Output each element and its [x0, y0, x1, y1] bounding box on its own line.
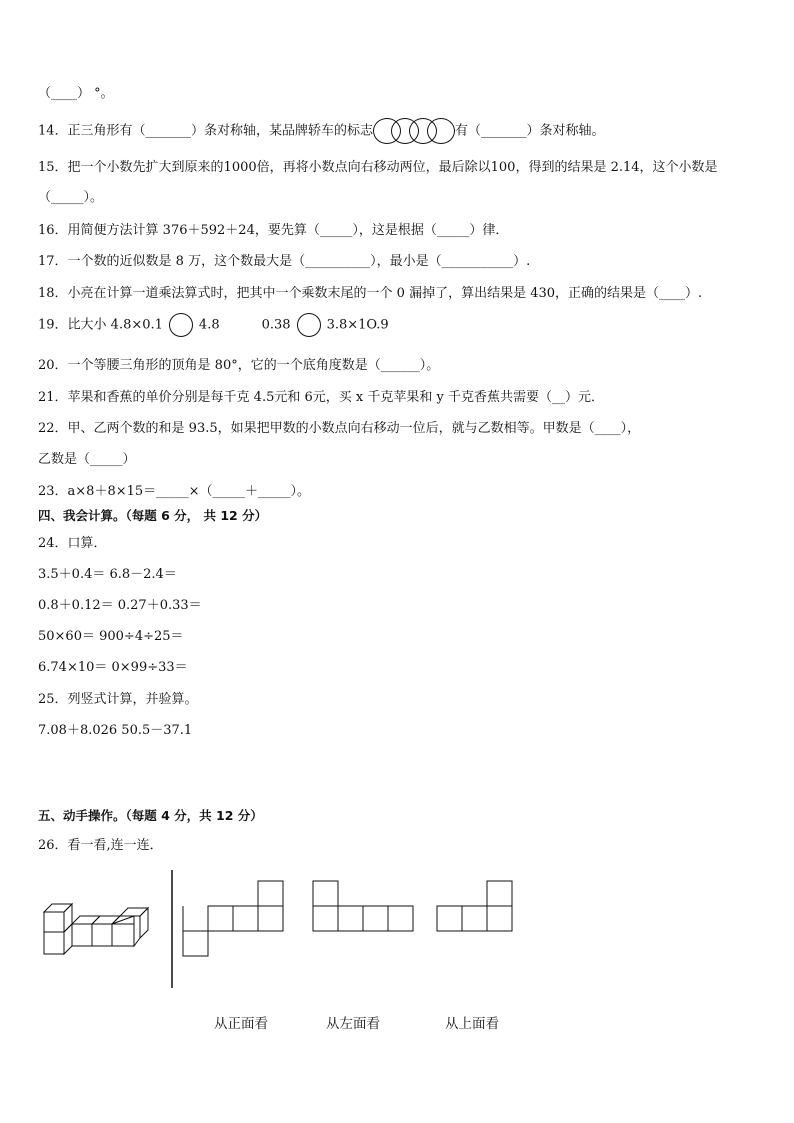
- cube-stack-figure: [44, 904, 148, 954]
- question-24: 24．口算．: [38, 536, 107, 551]
- question-22: 22．甲、乙两个数的和是 93.5，如果把甲数的小数点向右移动一位后，就与乙数相等。甲数是（____），: [38, 421, 641, 436]
- caption-left-view: 从左面看: [326, 1016, 380, 1032]
- view-c: [437, 881, 512, 931]
- question-25-items: 7.08＋8.026 50.5－37.1: [38, 723, 193, 738]
- question-17: 17．一个数的近似数是 8 万，这个数最大是（__________），最小是（___________）.: [38, 254, 531, 269]
- calc-row-4: 6.74×10＝ 0×99÷33＝: [38, 660, 188, 675]
- view-a: [183, 881, 283, 956]
- q19-expr-d: 3.8×1O.9: [326, 317, 389, 333]
- calc-row-2: 0.8＋0.12＝ 0.27＋0.33＝: [38, 598, 202, 613]
- question-25: 25．列竖式计算，并验算。: [38, 692, 198, 707]
- calc-row-3: 50×60＝ 900÷4÷25＝: [38, 629, 184, 644]
- question-16: 16．用简便方法计算 376＋592＋24，要先算（_____），这是根据（_____）律．: [38, 223, 509, 238]
- caption-top-view: 从上面看: [445, 1016, 499, 1032]
- section-4-heading: 四、我会计算。（每题 6 分， 共 12 分）: [38, 508, 268, 523]
- question-18: 18．小亮在计算一道乘法算式时，把其中一个乘数末尾的一个 0 漏掉了，算出结果是 430，正确的结果是（____）.: [38, 286, 703, 301]
- q13-continuation: （____） °。: [38, 86, 114, 101]
- q19-expr-b: 4.8: [198, 317, 220, 333]
- question-26: 26．看一看,连一连．: [38, 838, 163, 853]
- question-23: 23．a×8＋8×15＝_____×（_____＋_____）。: [38, 484, 311, 499]
- question-21: 21．苹果和香蕉的单价分别是每千克 4.5元和 6元，买 x 千克苹果和 y 千克香蕉共需要（__）元．: [38, 390, 604, 405]
- view-b: [313, 881, 413, 931]
- caption-front-view: 从正面看: [214, 1016, 268, 1032]
- calc-row-1: 3.5＋0.4＝ 6.8－2.4＝: [38, 567, 177, 582]
- question-20: 20．一个等腰三角形的顶角是 80°，它的一个底角度数是（______）。: [38, 358, 440, 373]
- question-22-cont: 乙数是（_____）: [38, 452, 136, 467]
- question-15: 15．把一个小数先扩大到原来的1000倍，再将小数点向右移动两位，最后除以100，得到的结果是 2.14，这个小数是: [38, 160, 718, 175]
- q19-expr-a: 19．比大小 4.8×0.1: [38, 317, 163, 333]
- question-15-cont: （_____）。: [38, 190, 104, 205]
- q14-text-b: 有（_______）条对称轴。: [455, 123, 605, 139]
- q19-expr-c: 0.38: [261, 317, 291, 333]
- q14-text-a: 14．正三角形有（_______）条对称轴，某品牌轿车的标志: [38, 123, 374, 139]
- section-5-heading: 五、动手操作。（每题 4 分，共 12 分）: [38, 808, 263, 823]
